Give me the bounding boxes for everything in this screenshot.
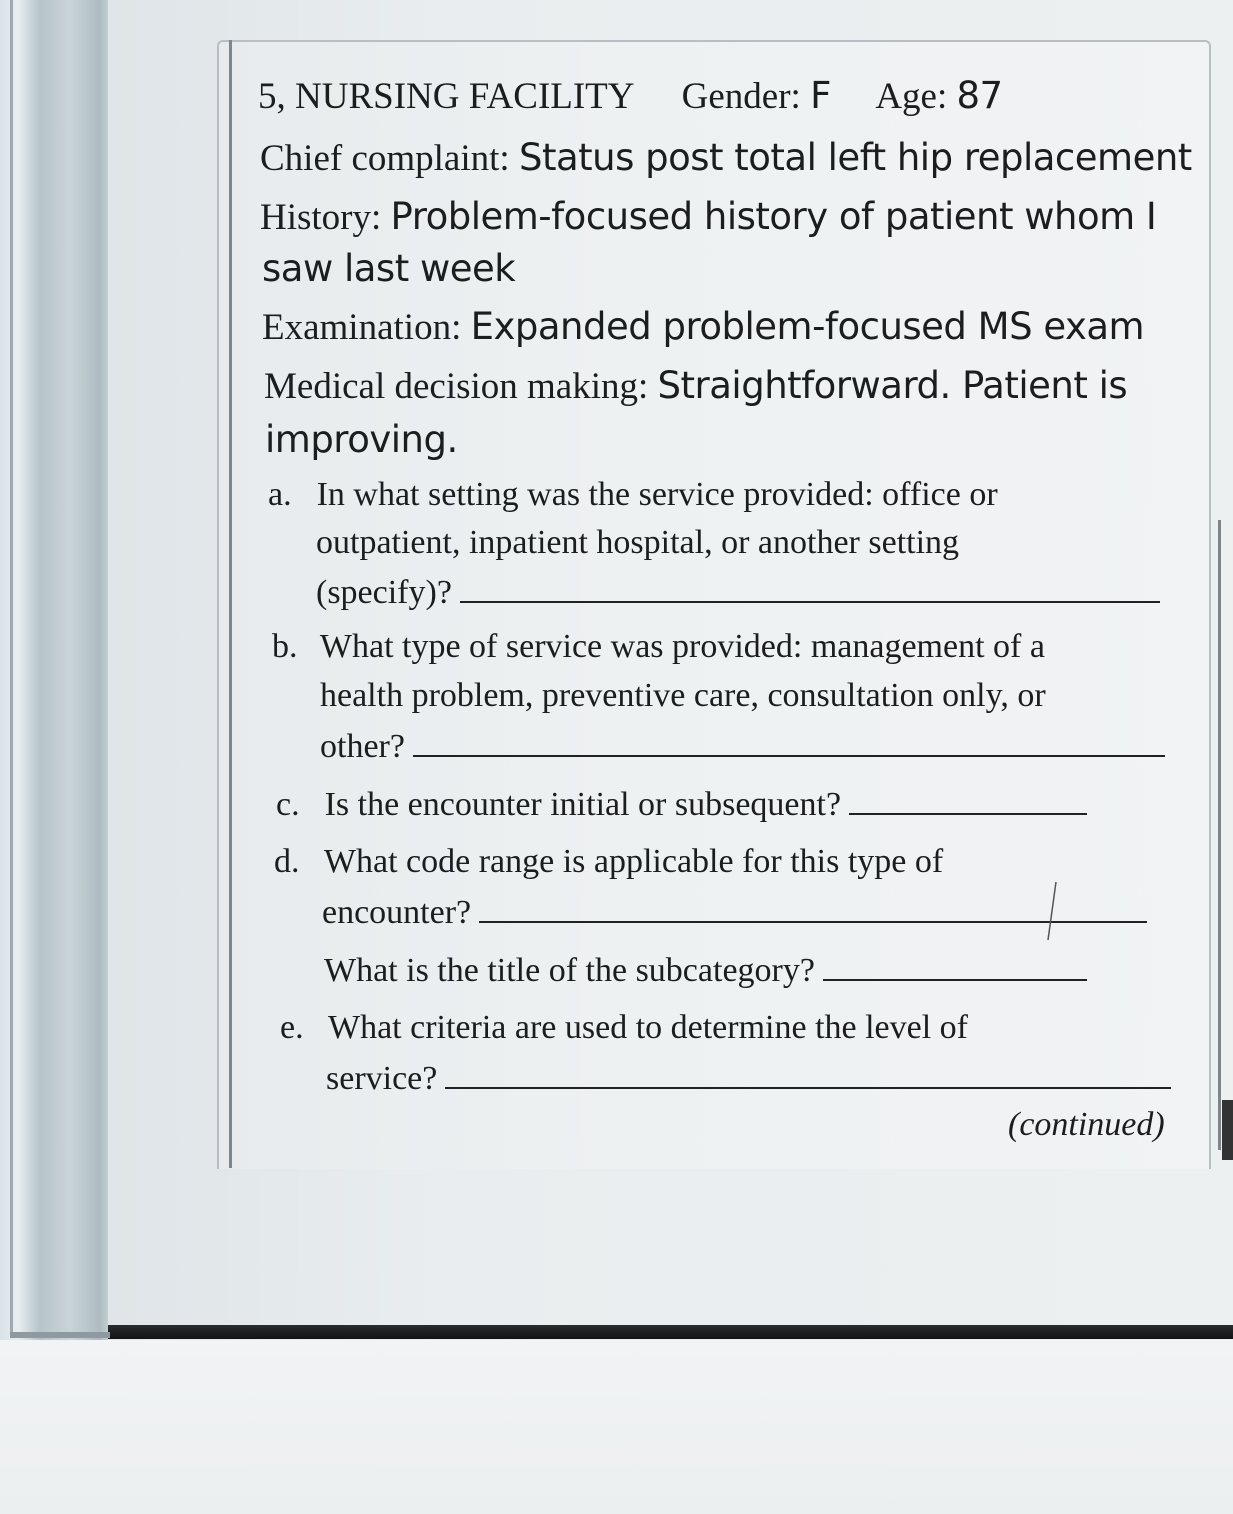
- page-bottom-edge: [10, 1332, 110, 1338]
- card-left-rule: [229, 40, 232, 1168]
- card-right-rule: [1218, 520, 1221, 1150]
- question-d-text-line3: What is the title of the subcategory?: [324, 952, 815, 989]
- chief-complaint-row: [260, 136, 1192, 180]
- question-b-text-line2: health problem, preventive care, consultation only, or: [320, 677, 1046, 714]
- question-d-letter: d.: [274, 843, 300, 880]
- case-setting: NURSING FACILITY: [295, 76, 634, 117]
- question-e-line1: [280, 1009, 968, 1047]
- mdm-value-line1: Straightforward. Patient is: [657, 364, 1128, 407]
- question-b-line3: [320, 728, 1165, 766]
- question-b-text-line1: What type of service was provided: management of a: [319, 628, 1045, 665]
- history-value-line2: saw last week: [262, 247, 516, 290]
- examination-value: Expanded problem-focused MS exam: [470, 305, 1145, 348]
- examination-label: Examination:: [262, 307, 462, 348]
- question-d-line1: [274, 843, 943, 881]
- question-d-text-line2: encounter?: [322, 894, 472, 931]
- age-value: 87: [956, 74, 1003, 117]
- question-e-answer-blank[interactable]: [445, 1086, 1171, 1089]
- question-c-answer-blank[interactable]: [849, 812, 1087, 815]
- question-b-line1: [272, 628, 1045, 666]
- case-header: [258, 74, 1003, 118]
- page-edge-strip: [0, 0, 108, 1340]
- question-a-text-line3: (specify)?: [316, 574, 452, 611]
- question-a-line1: [268, 476, 998, 514]
- question-b-answer-blank[interactable]: [413, 754, 1165, 757]
- question-e-text-line2: service?: [326, 1060, 438, 1097]
- case-number: 5,: [258, 76, 286, 117]
- page-edge-line: [10, 0, 13, 1336]
- history-row: [260, 195, 1156, 239]
- question-d-text-line1: What code range is applicable for this type of: [323, 843, 944, 880]
- question-d-line2: [322, 894, 1147, 932]
- page-bottom-shadow: [108, 1325, 1233, 1339]
- age-label: Age:: [875, 76, 948, 117]
- surface-below-page: [0, 1340, 1233, 1514]
- history-value-line1: Problem-focused history of patient whom I: [390, 195, 1157, 238]
- mdm-label: Medical decision making:: [264, 366, 649, 407]
- question-d-answer-blank-2[interactable]: [823, 978, 1087, 981]
- question-c-line1: [276, 786, 1087, 824]
- right-edge-mark: [1222, 1100, 1233, 1160]
- mdm-value-line2: improving.: [265, 418, 458, 461]
- continued-note: (continued): [1008, 1106, 1165, 1143]
- question-b-letter: b.: [272, 628, 298, 665]
- question-e-letter: e.: [280, 1009, 304, 1046]
- history-label: History:: [260, 197, 382, 238]
- question-a-line3: [316, 574, 1160, 612]
- question-a-answer-blank[interactable]: [460, 600, 1160, 603]
- gender-label: Gender:: [681, 76, 801, 117]
- gender-value: F: [810, 74, 831, 117]
- question-c-text-line1: Is the encounter initial or subsequent?: [324, 786, 842, 823]
- question-d-line3: [324, 952, 1087, 990]
- pencil-mark: [1040, 880, 1060, 942]
- question-e-text-line1: What criteria are used to determine the level of: [327, 1009, 969, 1046]
- question-a-text-line2: outpatient, inpatient hospital, or another setting: [316, 524, 960, 561]
- chief-complaint-label: Chief complaint:: [260, 138, 510, 179]
- examination-row: [262, 305, 1144, 349]
- mdm-row: [264, 364, 1127, 408]
- question-a-text-line1: In what setting was the service provided: office or: [316, 476, 998, 513]
- question-e-line2: [326, 1060, 1171, 1098]
- question-a-letter: a.: [268, 476, 292, 513]
- question-c-letter: c.: [276, 786, 300, 823]
- chief-complaint-value: Status post total left hip replacement: [518, 136, 1192, 179]
- question-b-text-line3: other?: [320, 728, 405, 765]
